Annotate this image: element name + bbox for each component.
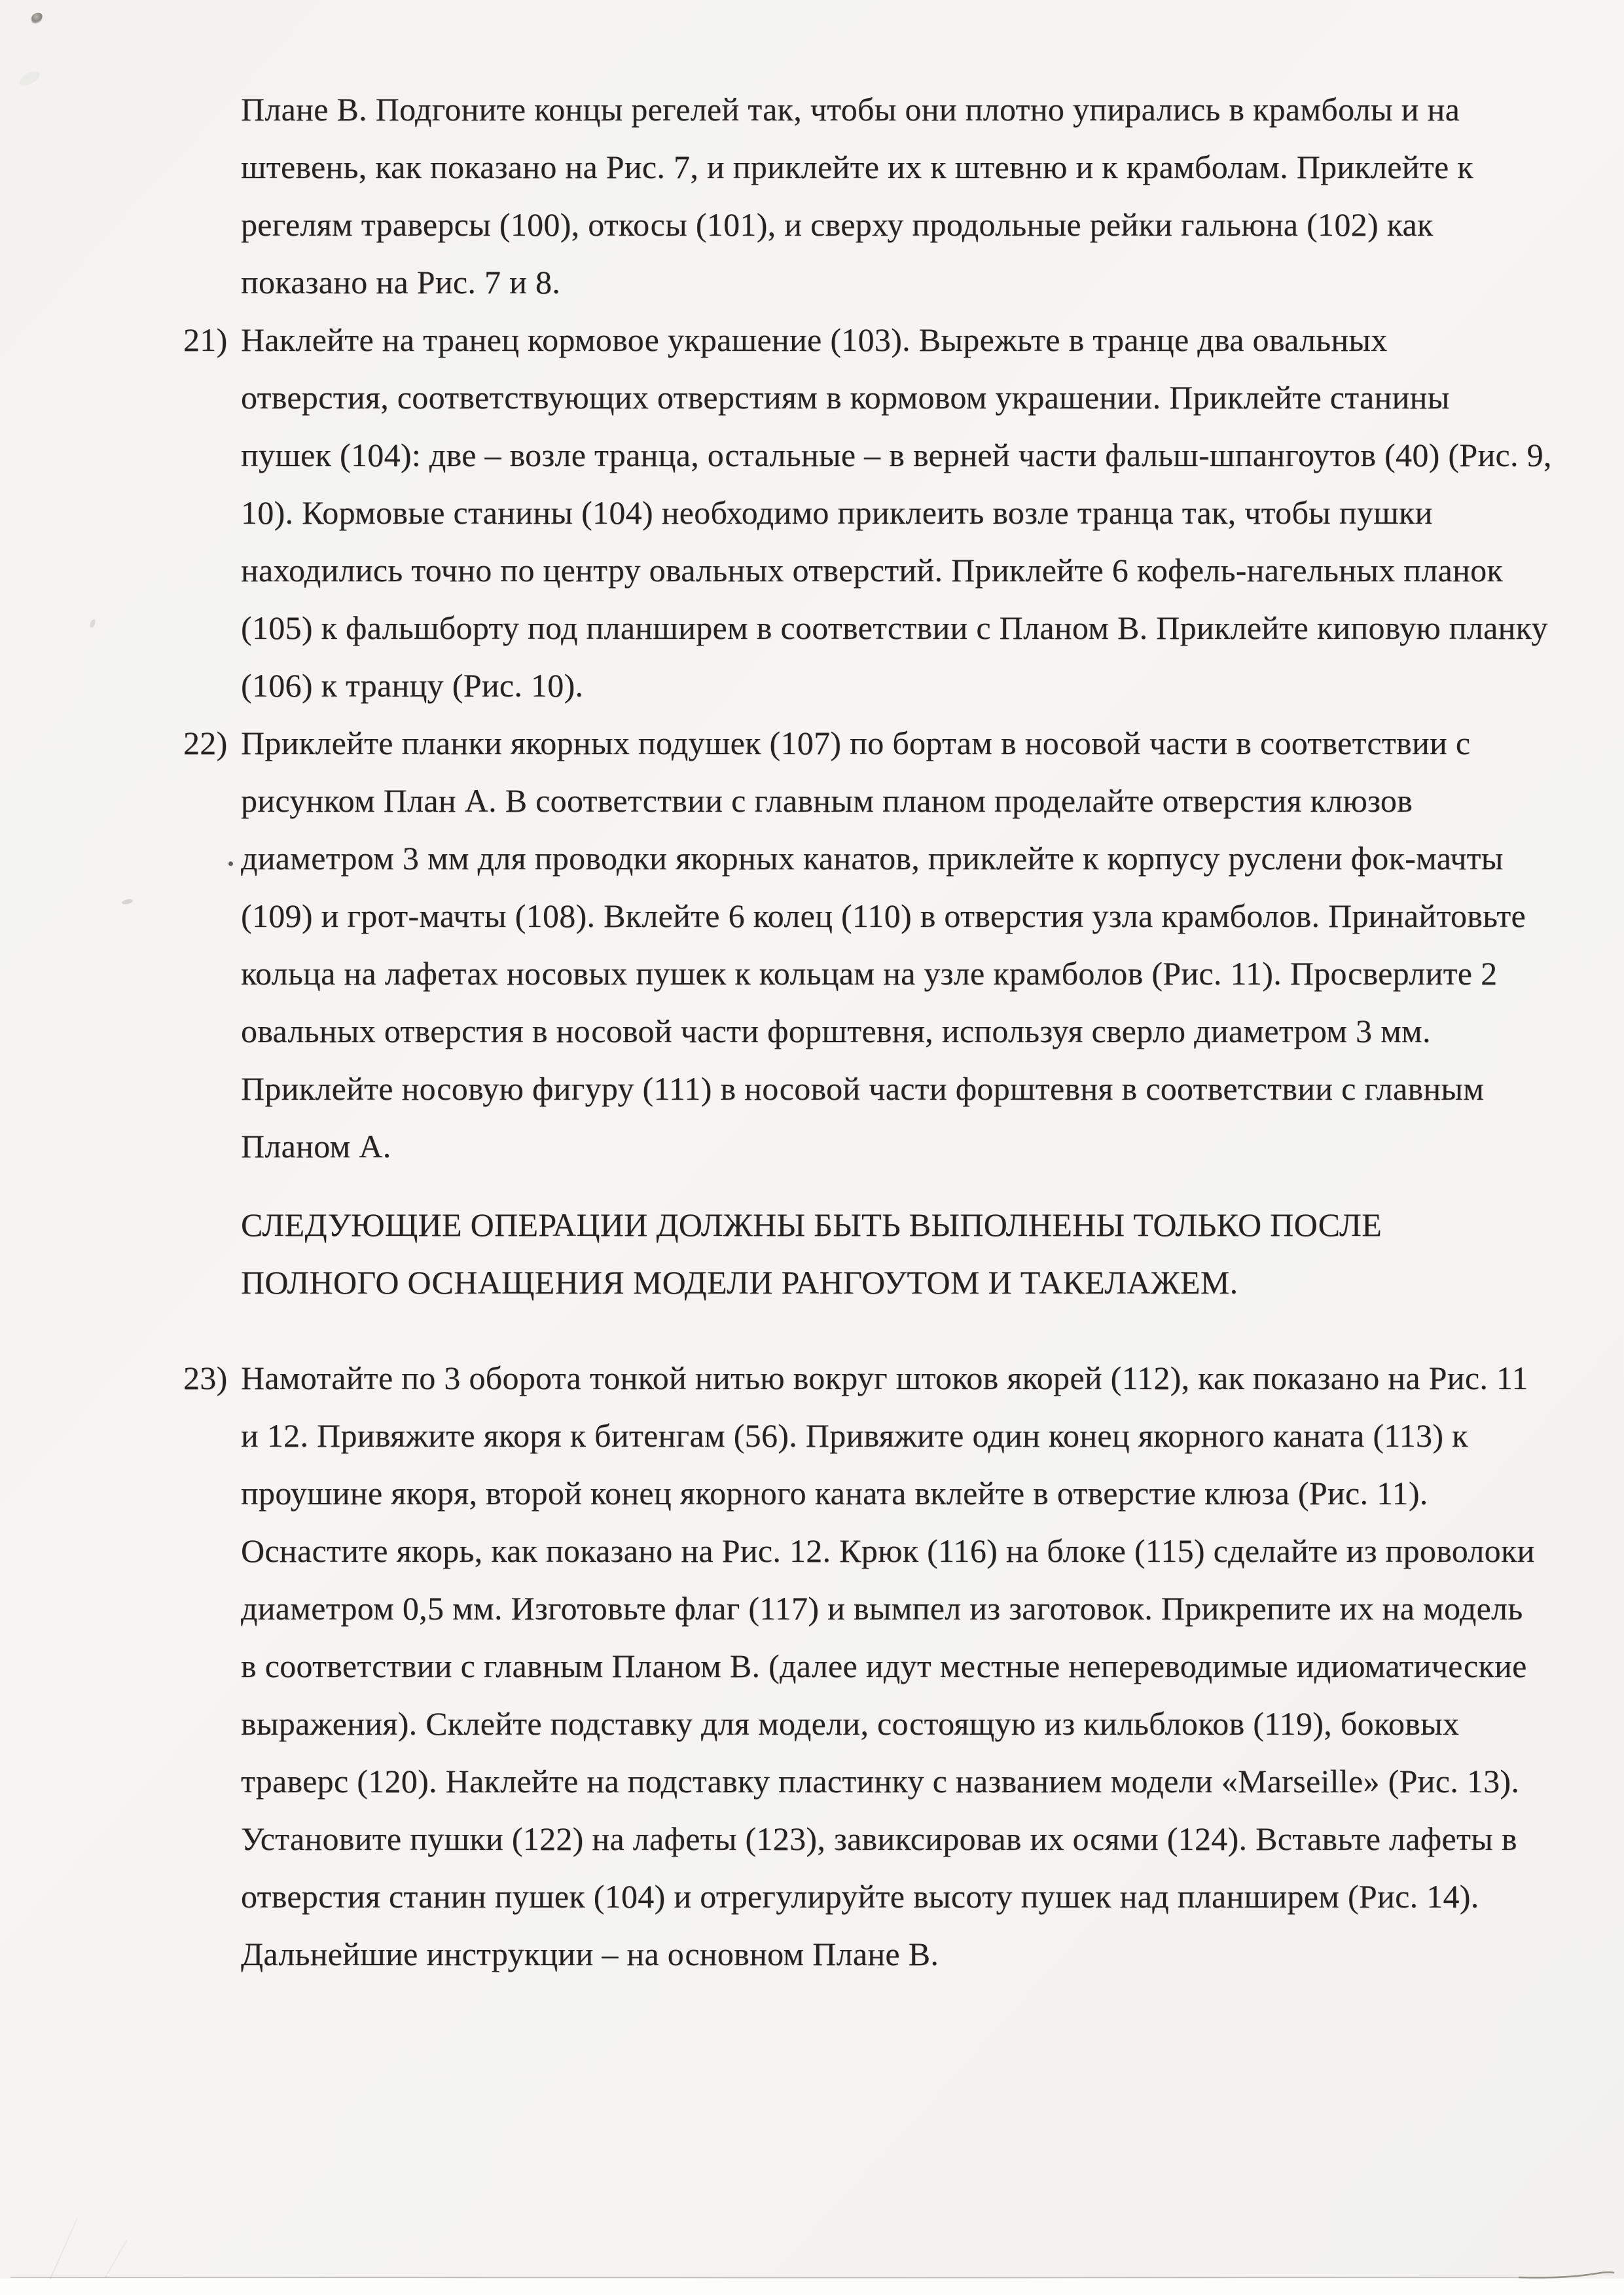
rigging-warning-note bbox=[241, 1196, 1540, 1311]
item-21-text bbox=[241, 311, 1552, 714]
paper-edge-strip bbox=[0, 2279, 1624, 2295]
item-22-text bbox=[241, 714, 1540, 1175]
text-line: 10). Кормовые станины (104) необходимо приклеить возле транца так, чтобы пушки bbox=[241, 494, 1433, 531]
item-number-23: 23) bbox=[183, 1360, 228, 1396]
text-line: диаметром 3 мм для проводки якорных канатов, приклейте к корпусу руслени фок-мачты bbox=[241, 840, 1504, 876]
text-line: отверстия станин пушек (104) и отрегулируйте высоту пушек над планширем (Рис. 14). bbox=[241, 1878, 1479, 1915]
text-line: Дальнейшие инструкции – на основном Плане В. bbox=[241, 1936, 939, 1972]
scan-smudge bbox=[17, 69, 42, 88]
text-line: проушине якоря, второй конец якорного каната вклейте в отверстие клюза (Рис. 11). bbox=[241, 1475, 1428, 1511]
text-line: Наклейте на транец кормовое украшение (103). Вырежьте в транце два овальных bbox=[241, 321, 1388, 358]
margin-tick-mark bbox=[89, 619, 96, 628]
text-line: (105) к фальшборту под планширем в соответствии с Планом В. Приклейте киповую планку bbox=[241, 609, 1548, 646]
text-line: Оснастите якорь, как показано на Рис. 12. Крюк (116) на блоке (115) сделайте из проволоки bbox=[241, 1532, 1535, 1569]
continuation-paragraph bbox=[241, 81, 1540, 311]
item-number-22: 22) bbox=[183, 725, 228, 761]
text-line: пушек (104): две – возле транца, остальные – в верней части фальш-шпангоутов (40) (Рис. 9, bbox=[241, 437, 1552, 473]
text-line: и 12. Привяжите якоря к битенгам (56). Привяжите один конец якорного каната (113) к bbox=[241, 1417, 1468, 1454]
text-line: регелям траверсы (100), откосы (101), и сверху продольные рейки гальюна (102) как bbox=[241, 206, 1434, 243]
instruction-item-22 bbox=[183, 714, 1540, 1175]
text-line: траверс (120). Наклейте на подставку пластинку с названием модели «Marseille» (Рис. 13). bbox=[241, 1763, 1520, 1799]
text-line: кольца на лафетах носовых пушек к кольцам на узле крамболов (Рис. 11). Просверлите 2 bbox=[241, 955, 1498, 992]
text-line: выражения). Склейте подставку для модели, состоящую из кильблоков (119), боковых bbox=[241, 1705, 1460, 1742]
text-line: (106) к транцу (Рис. 10). bbox=[241, 667, 584, 704]
text-line: показано на Рис. 7 и 8. bbox=[241, 264, 561, 300]
item-23-text bbox=[241, 1349, 1540, 1983]
text-line: овальных отверстия в носовой части форштевня, используя сверло диаметром 3 мм. bbox=[241, 1013, 1431, 1049]
text-line: рисунком План А. В соответствии с главным планом проделайте отверстия клюзов bbox=[241, 782, 1413, 819]
text-line: Приклейте носовую фигуру (111) в носовой части форштевня в соответствии с главным bbox=[241, 1070, 1485, 1107]
text-line: штевень, как показано на Рис. 7, и приклейте их к штевню и к крамболам. Приклейте к bbox=[241, 149, 1473, 185]
text-line: отверстия, соответствующих отверстиям в кормовом украшении. Приклейте станины bbox=[241, 379, 1450, 416]
item-number-21: 21) bbox=[183, 321, 228, 358]
document-body bbox=[183, 81, 1552, 1983]
text-line: диаметром 0,5 мм. Изготовьте флаг (117) и вымпел из заготовок. Прикрепите их на модель bbox=[241, 1590, 1523, 1627]
text-line: ПОЛНОГО ОСНАЩЕНИЯ МОДЕЛИ РАНГОУТОМ И ТАКЕЛАЖЕМ. bbox=[241, 1264, 1238, 1301]
text-line: Намотайте по 3 оборота тонкой нитью вокруг штоков якорей (112), как показано на Рис. 11 bbox=[241, 1360, 1528, 1396]
text-line: находились точно по центру овальных отверстий. Приклейте 6 кофель-нагельных планок bbox=[241, 552, 1504, 588]
text-line: Приклейте планки якорных подушек (107) по бортам в носовой части в соответствии с bbox=[241, 725, 1471, 761]
text-line: Планом А. bbox=[241, 1128, 391, 1165]
instruction-item-21 bbox=[183, 311, 1552, 714]
pencil-smudge-mark bbox=[121, 898, 133, 905]
text-line: Плане В. Подгоните концы регелей так, чтобы они плотно упирались в крамболы и на bbox=[241, 91, 1460, 128]
ink-dot-mark bbox=[228, 861, 233, 866]
instruction-item-23 bbox=[183, 1349, 1540, 1983]
text-line: (109) и грот-мачты (108). Вклейте 6 колец (110) в отверстия узла крамболов. Принайтовьте bbox=[241, 897, 1526, 934]
text-line: Установите пушки (122) на лафеты (123), завиксировав их осями (124). Вставьте лафеты в bbox=[241, 1820, 1517, 1857]
text-line: в соответствии с главным Планом В. (далее идут местные непереводимые идиоматические bbox=[241, 1648, 1527, 1684]
scan-speck bbox=[31, 12, 44, 23]
text-line: СЛЕДУЮЩИЕ ОПЕРАЦИИ ДОЛЖНЫ БЫТЬ ВЫПОЛНЕНЫ ТОЛЬКО ПОСЛЕ bbox=[241, 1206, 1382, 1243]
